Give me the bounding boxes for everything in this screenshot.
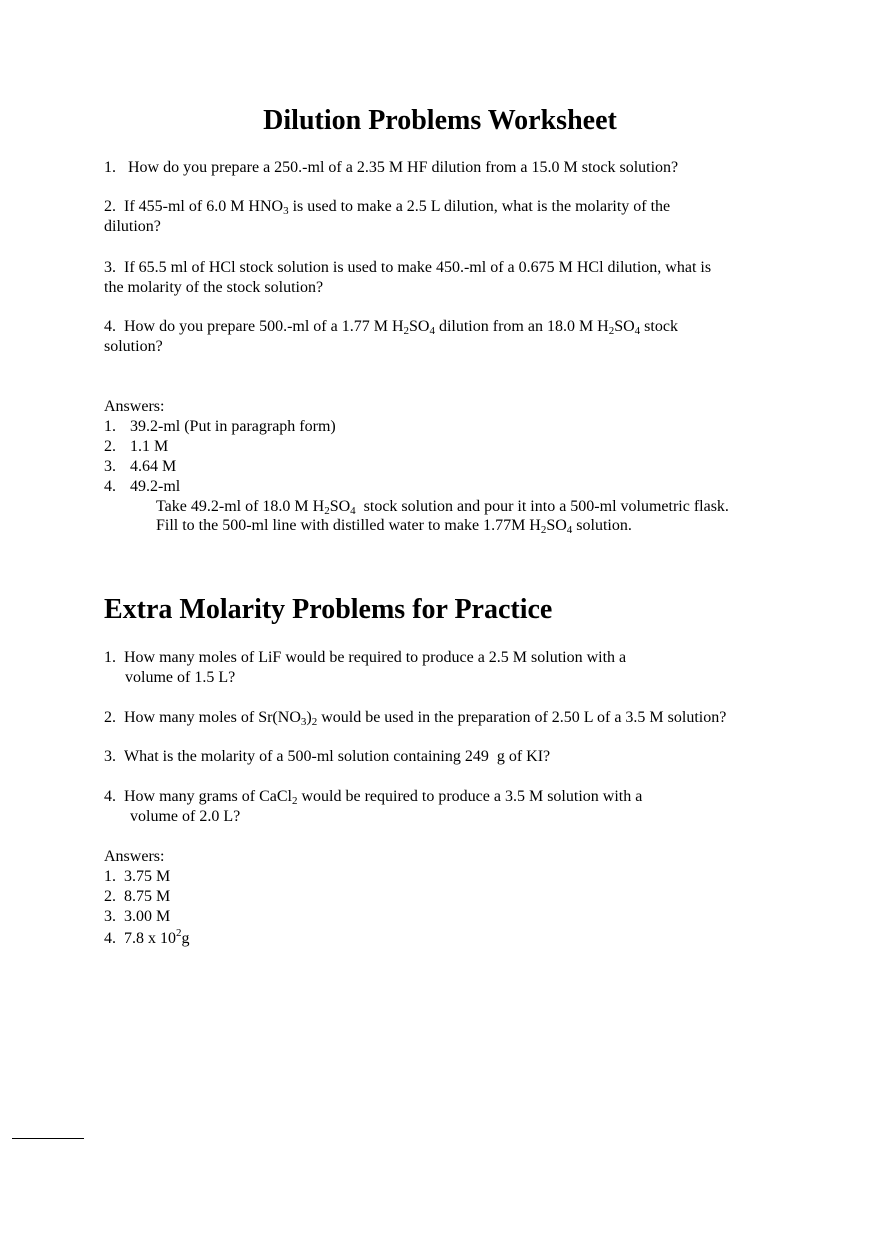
- extra-answers-label: Answers:: [104, 848, 165, 865]
- answer-text: 7.8 x 10: [124, 930, 176, 947]
- question-4-line-2: solution?: [104, 338, 163, 355]
- subscript: 2: [291, 795, 298, 807]
- answer-4: [104, 477, 181, 497]
- paragraph-text: SO: [329, 498, 351, 515]
- paragraph-text: SO: [546, 517, 567, 534]
- answer-paragraph-line-1: [156, 497, 729, 517]
- extra-answer-2: [104, 887, 170, 907]
- question-text: is used to make a 2.5 L dilution, what is the molarity of the: [288, 198, 671, 215]
- question-number: 3.: [104, 748, 116, 765]
- answer-number: 4.: [104, 930, 116, 947]
- question-text: ): [306, 709, 312, 726]
- paragraph-text: Fill to the 500-ml line with distilled water to make 1.77M H: [156, 517, 541, 534]
- answer-number: 3.: [104, 458, 116, 475]
- question-text: What is the molarity of a 500-ml solution containing 249 g of KI?: [124, 748, 551, 765]
- superscript: 2: [176, 927, 182, 939]
- question-text: stock: [640, 318, 678, 335]
- subscript: 4: [350, 505, 356, 517]
- question-text: How do you prepare a 250.-ml of a 2.35 M HF dilution from a 15.0 M stock solution?: [128, 159, 679, 176]
- paragraph-text: stock solution and pour it into a 500-ml volumetric flask.: [355, 498, 729, 515]
- question-2: [104, 197, 670, 217]
- question-3-line-2: the molarity of the stock solution?: [104, 279, 324, 296]
- question-number: 2.: [104, 709, 116, 726]
- question-4: [104, 317, 678, 337]
- subscript: 2: [540, 524, 547, 536]
- subscript: 2: [324, 505, 330, 517]
- answer-text: 3.75 M: [124, 868, 171, 885]
- paragraph-text: Take 49.2-ml of 18.0 M H: [156, 498, 325, 515]
- answer-number: 1.: [104, 418, 116, 435]
- extra-answer-3: [104, 907, 170, 927]
- question-text: would be used in the preparation of 2.50 L of a 3.5 M solution?: [317, 709, 727, 726]
- question-2-line-2: dilution?: [104, 218, 161, 235]
- question-number: 2.: [104, 198, 116, 215]
- answer-text: g: [181, 930, 190, 947]
- footnote-rule: [12, 1138, 84, 1139]
- answer-text: 49.2-ml: [130, 478, 181, 495]
- question-number: 4.: [104, 788, 116, 805]
- question-text: SO: [409, 318, 430, 335]
- worksheet-title: Dilution Problems Worksheet: [263, 105, 617, 136]
- question-number: 3.: [104, 259, 116, 276]
- answer-2: [104, 437, 169, 457]
- answer-number: 1.: [104, 868, 116, 885]
- extra-question-1: [104, 648, 626, 668]
- extra-answer-1: [104, 867, 170, 887]
- subscript: 2: [403, 325, 409, 337]
- answers-label: Answers:: [104, 398, 165, 415]
- question-text: How do you prepare 500.-ml of a 1.77 M H: [124, 318, 404, 335]
- answer-text: 1.1 M: [130, 438, 169, 455]
- answer-text: 39.2-ml (Put in paragraph form): [130, 418, 336, 435]
- answer-paragraph-line-2: [156, 516, 632, 536]
- answer-text: 3.00 M: [124, 908, 171, 925]
- question-text: dilution from an 18.0 M H: [434, 318, 609, 335]
- subscript: 4: [429, 325, 435, 337]
- subscript: 3: [300, 716, 307, 728]
- question-text: If 65.5 ml of HCl stock solution is used to make 450.-ml of a 0.675 M HCl dilution, what is: [124, 259, 712, 276]
- extra-question-2: [104, 708, 726, 728]
- answer-number: 2.: [104, 438, 116, 455]
- question-number: 1.: [104, 649, 116, 666]
- question-text: How many grams of CaCl: [124, 788, 292, 805]
- paragraph-text: solution.: [572, 517, 632, 534]
- answer-number: 2.: [104, 888, 116, 905]
- answer-text: 4.64 M: [130, 458, 177, 475]
- subscript: 4: [566, 524, 573, 536]
- question-number: 1.: [104, 159, 116, 176]
- extra-question-4-line-2: volume of 2.0 L?: [130, 808, 241, 825]
- extra-question-1-line-2: volume of 1.5 L?: [125, 669, 236, 686]
- question-text: SO: [614, 318, 635, 335]
- extra-section-title: Extra Molarity Problems for Practice: [104, 594, 553, 625]
- extra-answer-4: [104, 929, 190, 949]
- answer-3: [104, 457, 177, 477]
- answer-number: 4.: [104, 478, 116, 495]
- subscript: 2: [311, 716, 318, 728]
- extra-question-4: [104, 787, 642, 807]
- subscript: 4: [634, 325, 641, 337]
- subscript: 2: [608, 325, 615, 337]
- question-text: would be required to produce a 3.5 M solution with a: [297, 788, 643, 805]
- answer-1: [104, 417, 336, 437]
- question-number: 4.: [104, 318, 116, 335]
- question-3: [104, 258, 711, 278]
- question-text: How many moles of Sr(NO: [124, 709, 301, 726]
- question-1: [104, 158, 678, 178]
- answer-text: 8.75 M: [124, 888, 171, 905]
- extra-question-3: [104, 747, 550, 767]
- question-text: How many moles of LiF would be required to produce a 2.5 M solution with a: [124, 649, 627, 666]
- subscript: 3: [283, 205, 289, 217]
- answer-number: 3.: [104, 908, 116, 925]
- question-text: If 455-ml of 6.0 M HNO: [124, 198, 284, 215]
